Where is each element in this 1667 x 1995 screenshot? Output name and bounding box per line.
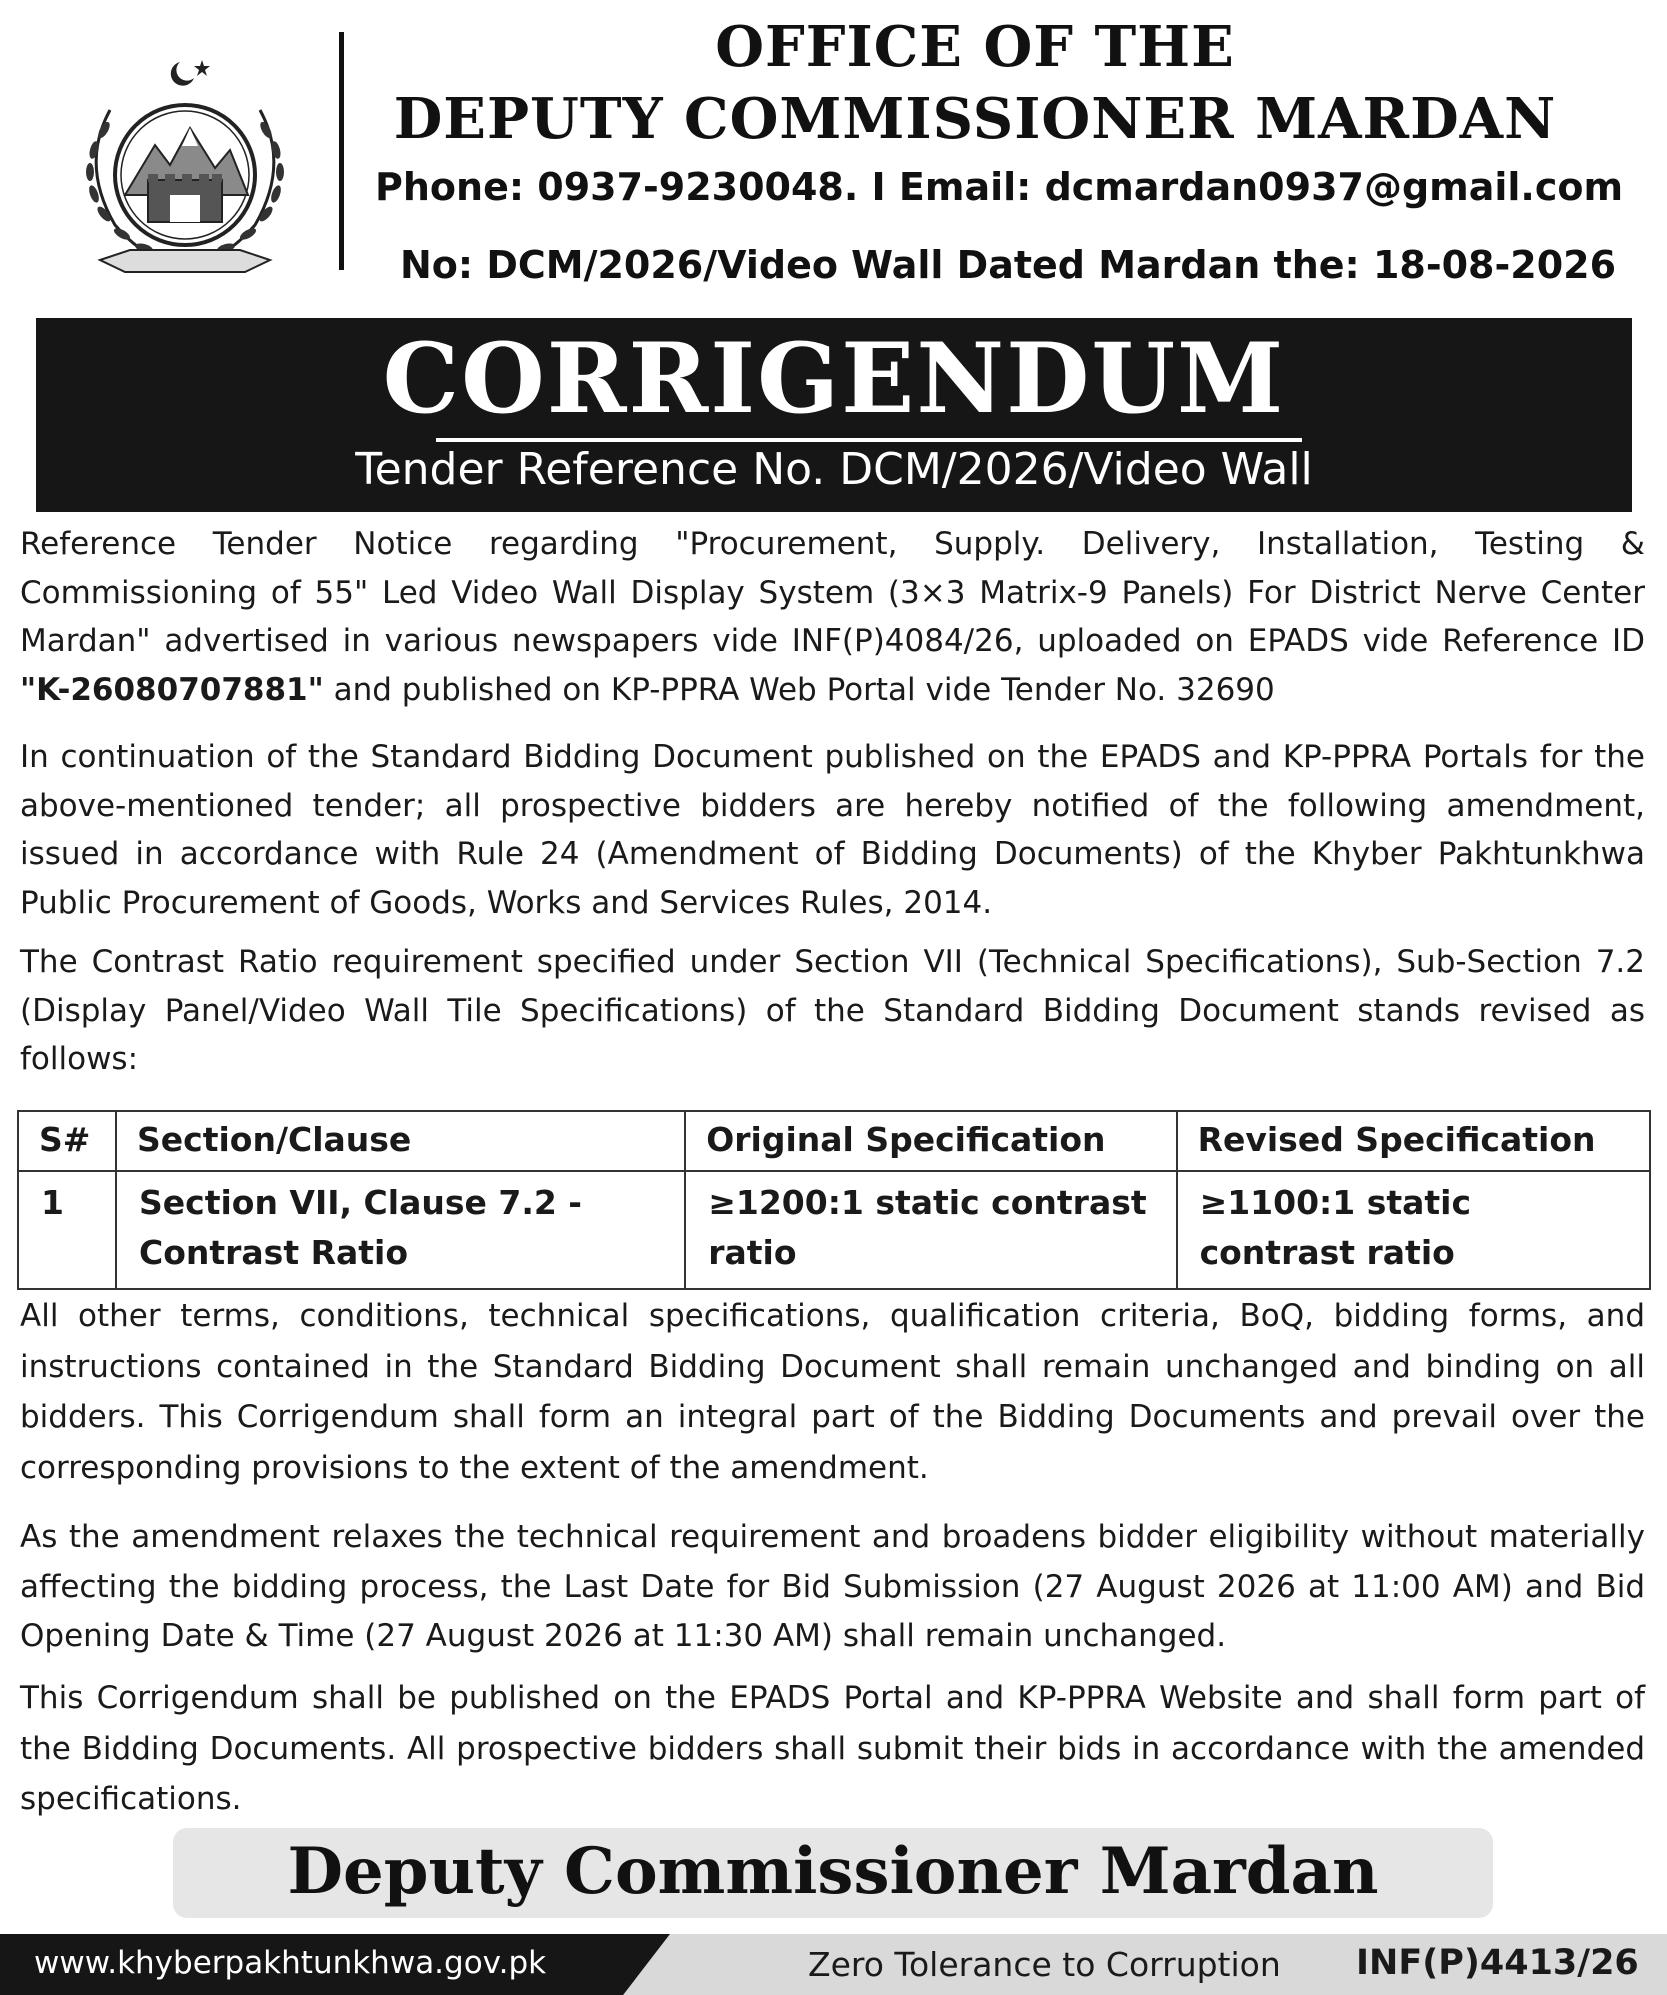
column-header-revised: Revised Specification (1177, 1111, 1650, 1171)
document-reference-line: No: DCM/2026/Video Wall Dated Mardan the: 18-08-2026 (400, 243, 1617, 287)
contact-line: Phone: 0937-9230048. I Email: dcmardan0937@gmail.com (375, 165, 1624, 209)
paragraph-continuation: In continuation of the Standard Bidding Document published on the EPADS and KP-PPRA Portals for the above-mentioned tender; all prospective bidders are hereby notified of the following amendment, issued in accordance with Rule 24 (Amendment of Bidding Documents) of the Khyber Pakhtunkhwa Public Procurement of Goods, Works and Services Rules, 2014. (20, 739, 1645, 921)
column-header-serial: S# (18, 1111, 116, 1171)
inf-number: INF(P)4413/26 (1356, 1943, 1639, 1983)
header-divider (339, 32, 344, 270)
cell-serial: 1 (18, 1171, 116, 1289)
paragraph-publication: This Corrigendum shall be published on the EPADS Portal and KP-PPRA Website and shall form part of the Bidding Documents. All prospective bidders shall submit their bids in accordance with the amended specifications. (20, 1680, 1645, 1817)
website-link[interactable]: www.khyberpakhtunkhwa.gov.pk (34, 1945, 547, 1981)
office-title-line1: OFFICE OF THE (715, 14, 1235, 80)
column-header-section: Section/Clause (116, 1111, 685, 1171)
cell-original-spec: ≥1200:1 static contrast ratio (685, 1171, 1176, 1289)
reference-notice-text-end: and published on KP-PPRA Web Portal vide Tender No. 32690 (323, 671, 1275, 708)
footer (0, 1934, 1667, 1995)
epads-reference-id: "K-26080707881" (20, 671, 324, 708)
office-title-line2: DEPUTY COMMISSIONER MARDAN (393, 86, 1557, 152)
tender-reference: Tender Reference No. DCM/2026/Video Wall (355, 444, 1313, 495)
table-row (18, 1171, 1650, 1289)
paragraph-reference-notice (20, 520, 1645, 714)
table-header-row (18, 1111, 1650, 1171)
cell-revised-spec: ≥1100:1 static contrast ratio (1177, 1171, 1650, 1289)
column-header-original: Original Specification (685, 1111, 1176, 1171)
corrigendum-banner (36, 318, 1632, 512)
signatory: Deputy Commissioner Mardan (287, 1834, 1379, 1909)
paragraph-other-terms: All other terms, conditions, technical specifications, qualification criteria, BoQ, bidding forms, and instructions contained in the Standard Bidding Document shall remain unchanged and binding on all bidders. This Corrigendum shall form an integral part of the Bidding Documents and prevail over the corresponding provisions to the extent of the amendment. (20, 1298, 1645, 1486)
signature-block (173, 1828, 1493, 1918)
cell-section: Section VII, Clause 7.2 - Contrast Ratio (116, 1171, 685, 1289)
letterhead (0, 0, 1667, 305)
amendment-table (17, 1110, 1651, 1290)
banner-title: CORRIGENDUM (382, 322, 1286, 435)
banner-title-underline (436, 438, 1302, 442)
paragraph-contrast-requirement: The Contrast Ratio requirement specified under Section VII (Technical Specifications), Sub-Section 7.2 (Display Panel/Video Wall Tile Specifications) of the Standard Bidding Document stands revised as follows: (20, 944, 1645, 1077)
paragraph-dates-unchanged: As the amendment relaxes the technical requirement and broadens bidder eligibility without materially affecting the bidding process, the Last Date for Bid Submission (27 August 2026 at 11:00 AM) and Bid Opening Date & Time (27 August 2026 at 11:30 AM) shall remain unchanged. (20, 1519, 1645, 1654)
footer-slogan: Zero Tolerance to Corruption (808, 1945, 1281, 1984)
kp-government-emblem-icon (70, 50, 300, 290)
reference-notice-text: Reference Tender Notice regarding "Procurement, Supply. Delivery, Installation, Testing & Commissioning of 55" Led Video Wall Display System (3×3 Matrix-9 Panels) For District Nerve Center Mardan" advertised in various newspapers vide INF(P)4084/26, uploaded on EPADS vide Reference ID (20, 526, 1645, 659)
